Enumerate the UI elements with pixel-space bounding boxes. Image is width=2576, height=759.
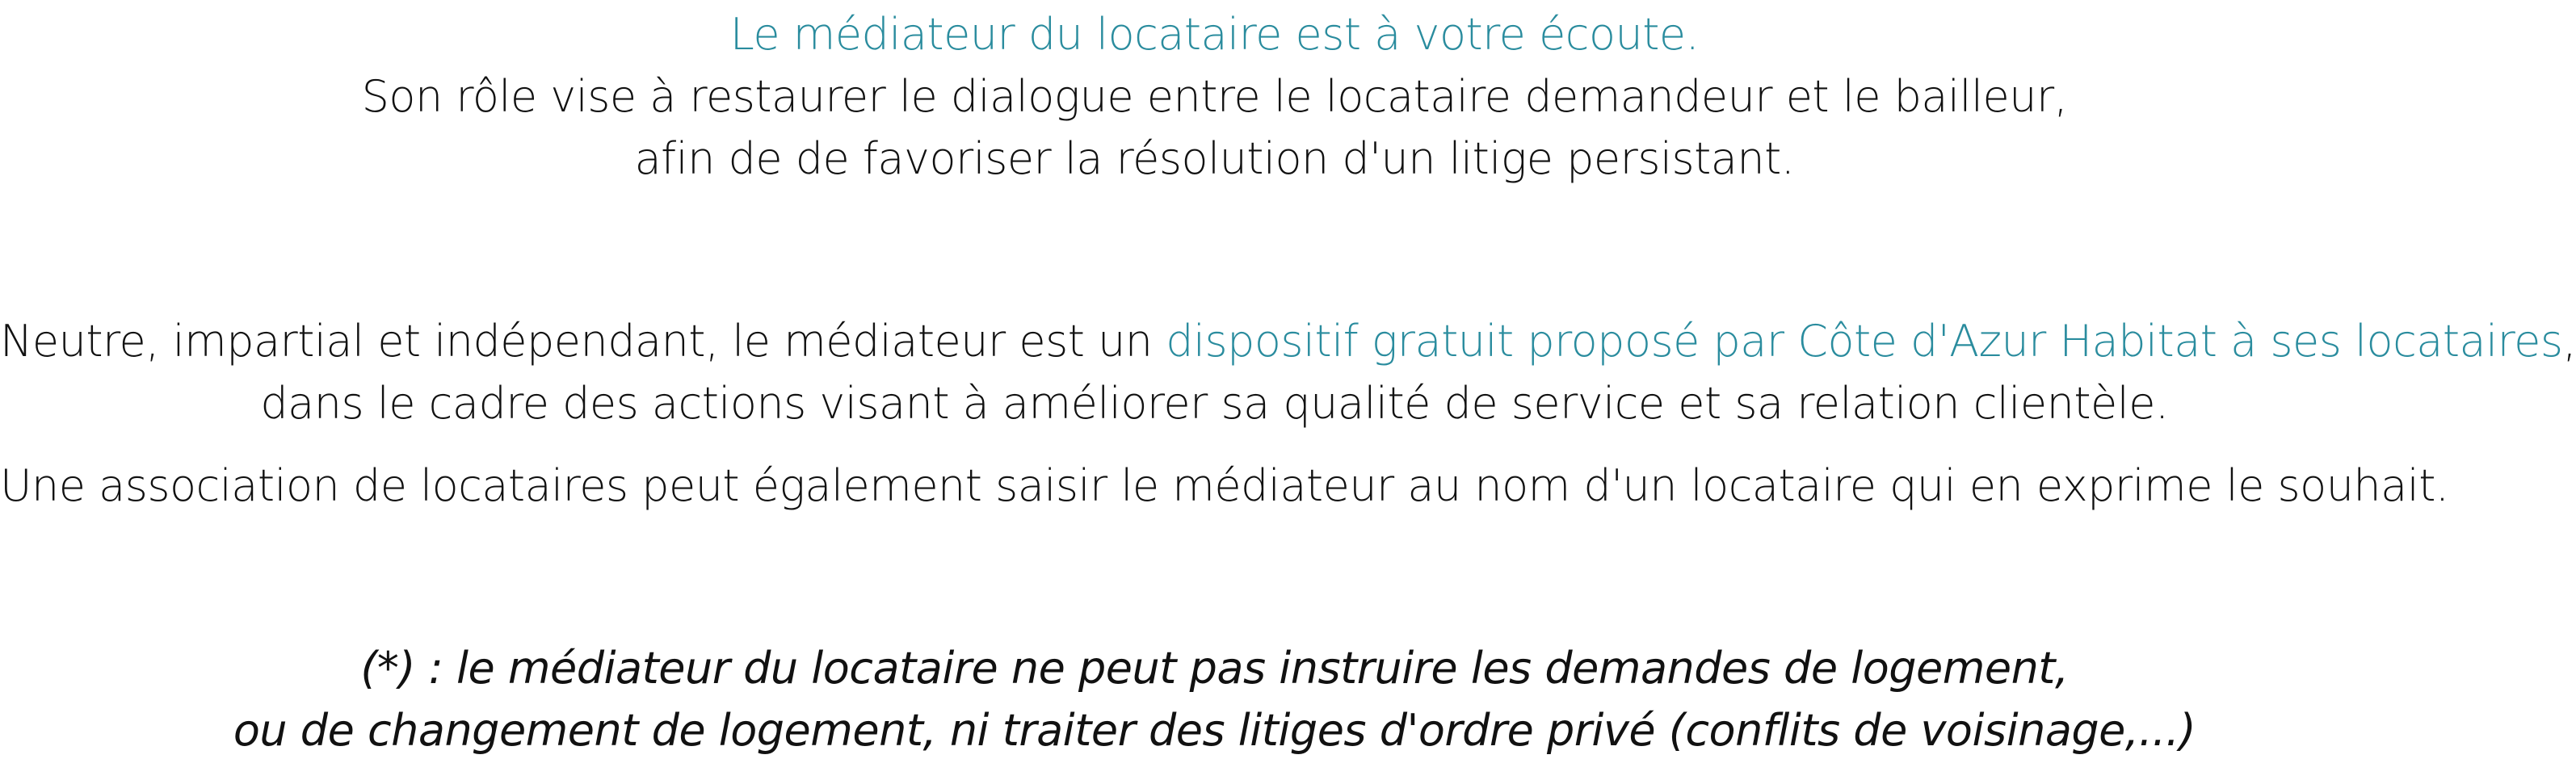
details-text-line-3: Une association de locataires peut également saisir le médiateur au nom d'un locataire qui en exprime le souhait. — [0, 458, 2429, 514]
details-text-line-2: dans le cadre des actions visant à améliorer sa qualité de service et sa relation clientèle. — [0, 375, 2429, 432]
intro-text-line-1: Son rôle vise à restaurer le dialogue entre le locataire demandeur et le bailleur, — [0, 69, 2429, 125]
free-service-highlight: dispositif gratuit proposé par Côte d'Azur Habitat à ses locataires — [1166, 316, 2562, 367]
footnote-line-1: (*) : le médiateur du locataire ne peut pas instruire les demandes de logement, — [0, 640, 2429, 697]
details-text-line-1 — [0, 313, 2429, 370]
details-line-1-end: , — [2563, 316, 2576, 367]
footnote-line-2: ou de changement de logement, ni traiter des litiges d'ordre privé (conflits de voisinage,...) — [0, 702, 2429, 759]
intro-text-line-2: afin de de favoriser la résolution d'un litige persistant. — [0, 131, 2429, 187]
details-line-1-start: Neutre, impartial et indépendant, le médiateur est un — [0, 316, 1166, 367]
headline: Le médiateur du locataire est à votre écoute. — [0, 6, 2429, 63]
